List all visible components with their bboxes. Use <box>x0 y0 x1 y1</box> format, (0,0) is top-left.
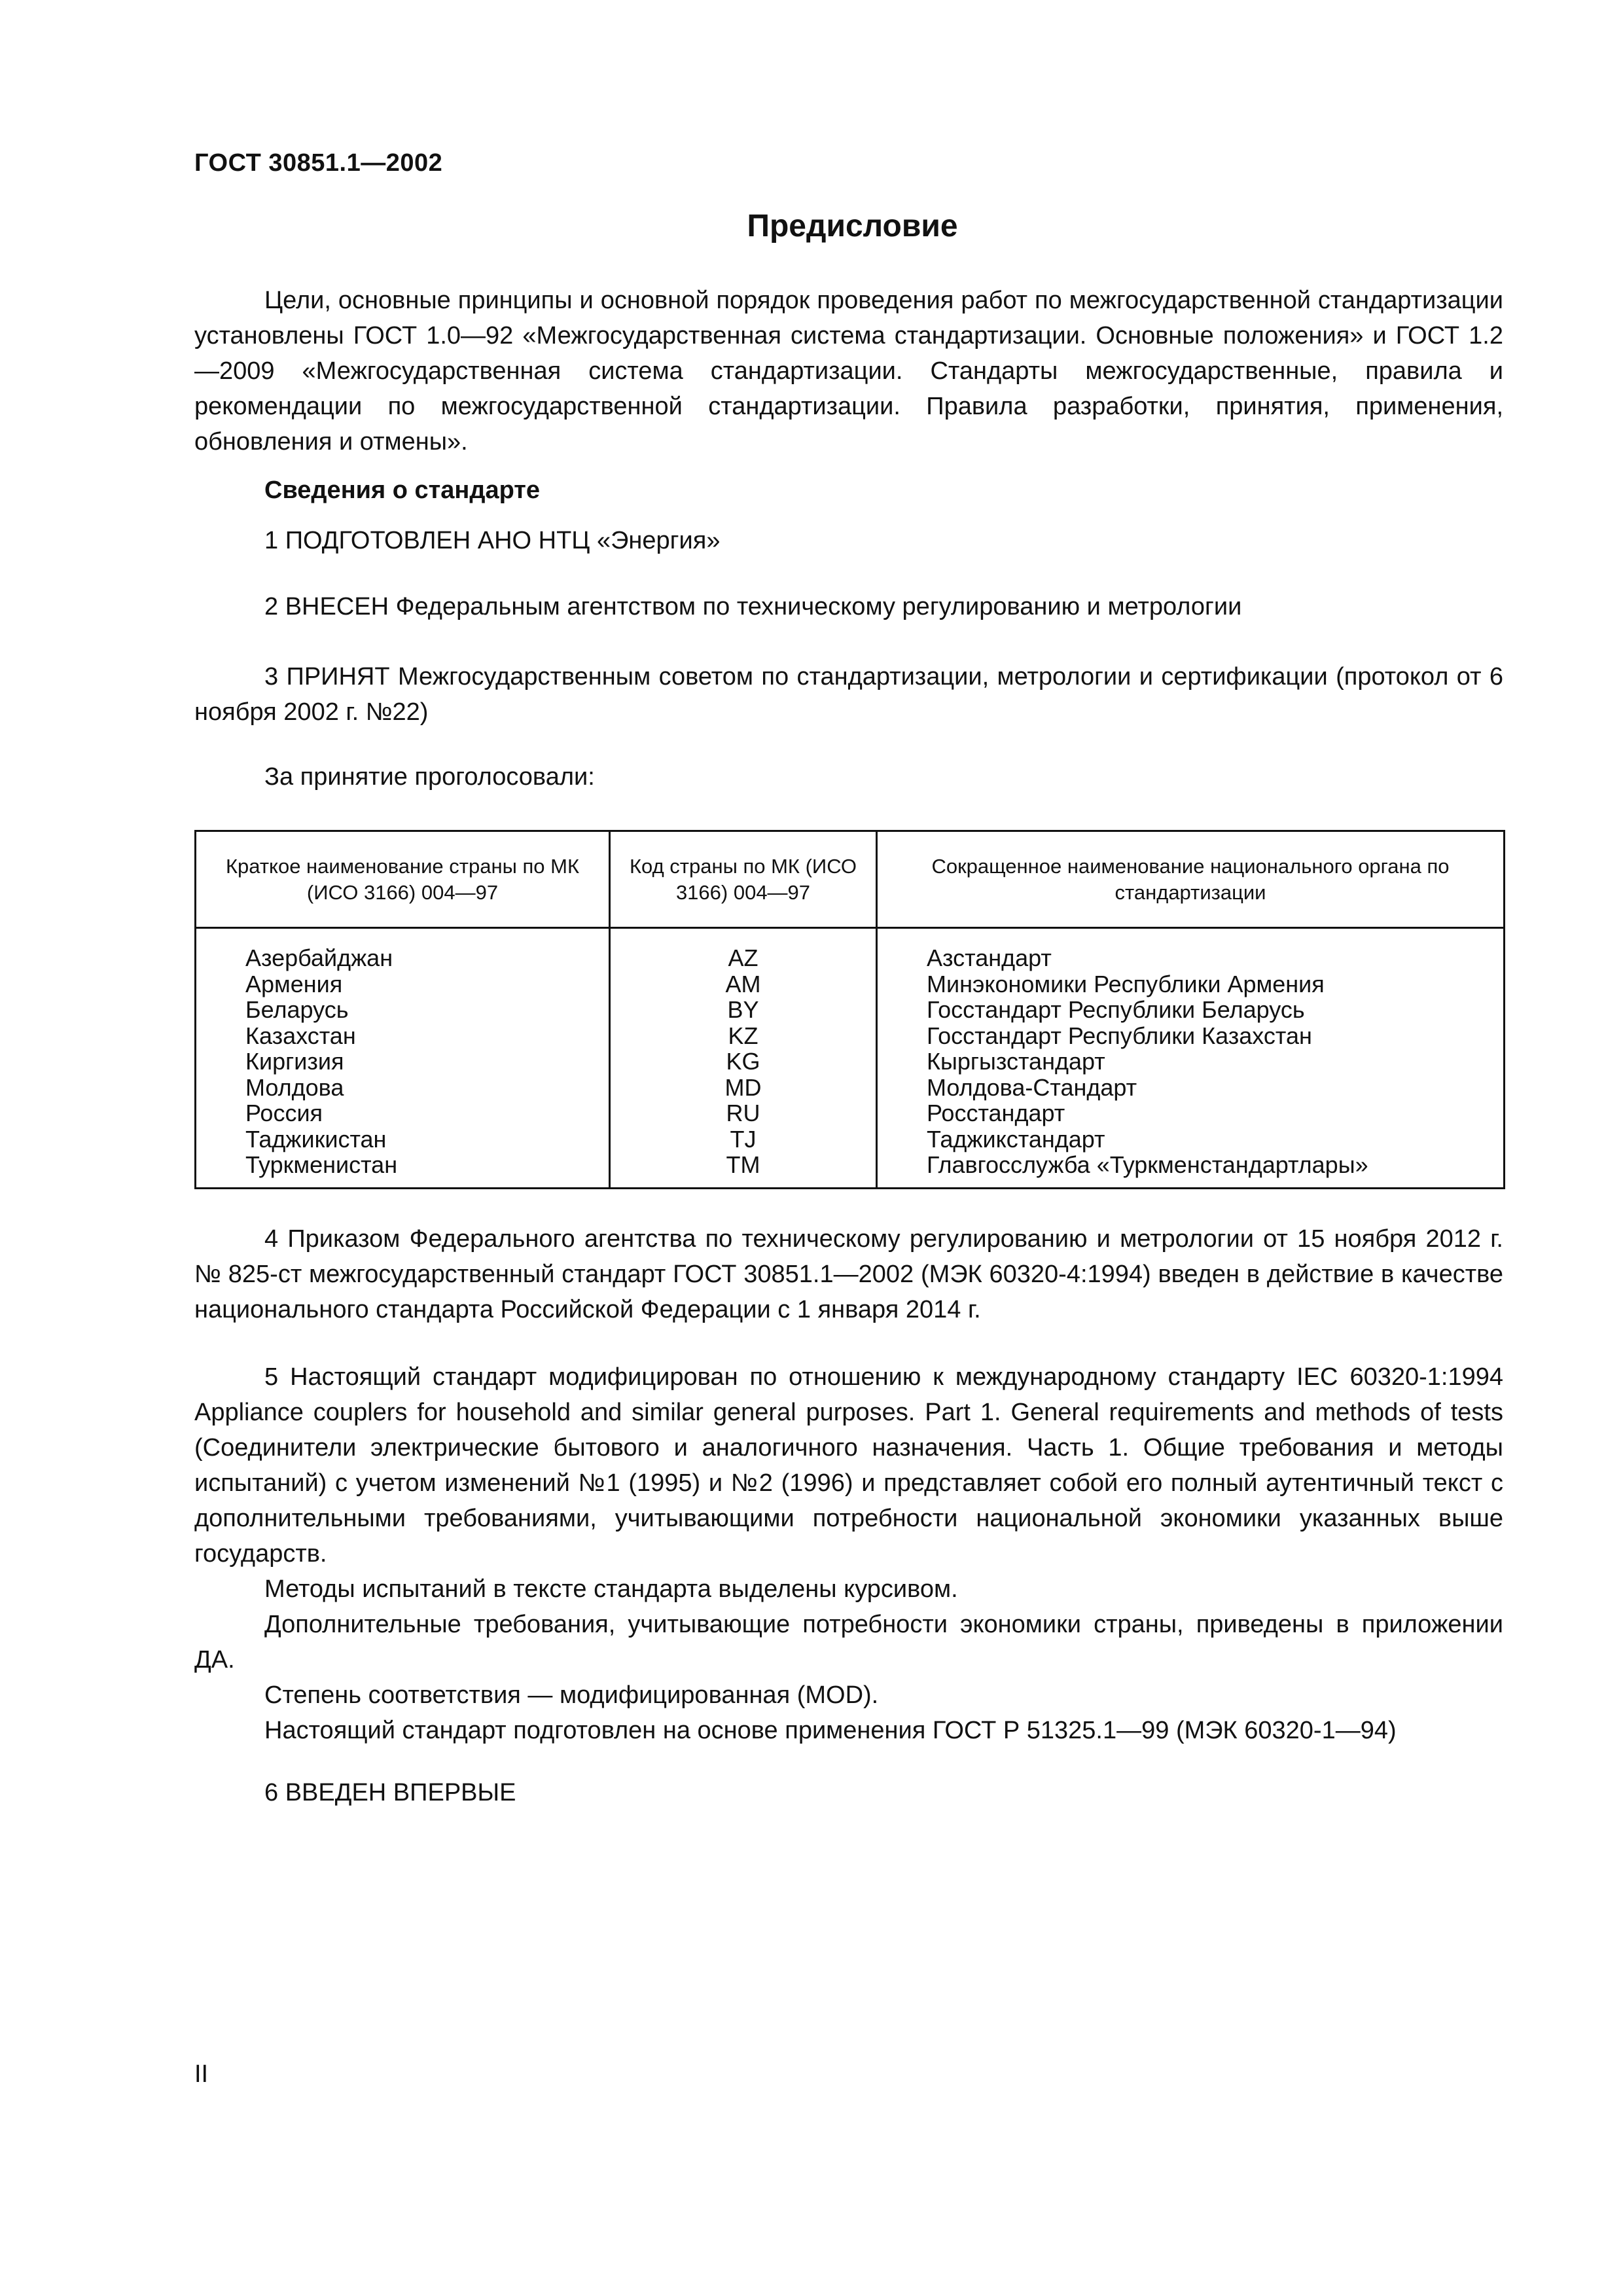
item-3: 3 ПРИНЯТ Межгосударственным советом по стандартизации, метрологии и сертификации (протокол от 6 ноября 2002 г. №22) <box>194 663 1503 726</box>
cell-body: Госстандарт Республики Казахстан <box>927 1022 1312 1049</box>
cell-code: TM <box>726 1151 760 1178</box>
cell-code: AZ <box>728 944 758 971</box>
voting-table <box>194 830 1505 1189</box>
cell-code: KZ <box>728 1022 758 1049</box>
cell-body: Минэкономики Республики Армения <box>927 970 1325 997</box>
country-column <box>196 928 610 1189</box>
item-2: 2 ВНЕСЕН Федеральным агентством по техническому регулированию и метрологии <box>264 593 1242 620</box>
cell-code: KG <box>726 1048 760 1075</box>
body-column <box>877 928 1505 1189</box>
cell-country: Беларусь <box>245 996 349 1023</box>
cell-code: RU <box>726 1100 760 1126</box>
intro-paragraph: Цели, основные принципы и основной порядок проведения работ по межгосударственной стандартизации установлены ГОСТ 1.0—92 «Межгосударственная система стандартизации. Основные положения» и ГОСТ 1.2—2009 «Межгосударственная система стандартизации. Стандарты межгосударственные, правила и рекомендации по межгосударственной стандартизации. Правила разработки, принятия, применения, обновления и отмены». <box>194 287 1503 456</box>
cell-body: Госстандарт Республики Беларусь <box>927 996 1305 1023</box>
cell-code: MD <box>724 1073 762 1101</box>
page-number: II <box>194 2060 209 2088</box>
vote-intro: За принятие проголосовали: <box>264 763 595 791</box>
page-title: Предисловие <box>747 209 958 243</box>
info-heading: Сведения о стандарте <box>264 476 541 504</box>
item-5-additional: Дополнительные требования, учитывающие потребности экономики страны, приведены в приложении ДА. <box>194 1611 1503 1674</box>
cell-body: Кыргызстандарт <box>927 1048 1105 1075</box>
item-5-degree: Степень соответствия — модифицированная (MOD). <box>264 1681 879 1709</box>
cell-country: Киргизия <box>245 1048 344 1075</box>
cell-body: Молдова-Стандарт <box>927 1073 1137 1101</box>
code-column <box>610 928 877 1189</box>
header-code: Код страны по МК (ИСО 3166) 004—97 <box>610 831 877 928</box>
cell-country: Армения <box>245 970 343 997</box>
item-5-basis: Настоящий стандарт подготовлен на основе применения ГОСТ Р 51325.1—99 (МЭК 60320-1—94) <box>264 1717 1397 1744</box>
item-1: 1 ПОДГОТОВЛЕН АНО НТЦ «Энергия» <box>264 527 721 554</box>
cell-body: Азстандарт <box>927 944 1052 971</box>
cell-body: Росстандарт <box>927 1100 1065 1126</box>
header-country: Краткое наименование страны по МК (ИСО 3166) 004—97 <box>196 831 610 928</box>
item-4: 4 Приказом Федерального агентства по техническому регулированию и метрологии от 15 ноября 2012 г. № 825-ст межгосударственный стандарт ГОСТ 30851.1—2002 (МЭК 60320-4:1994) введен в действие в качестве национального стандарта Российской Федерации с 1 января 2014 г. <box>194 1225 1503 1323</box>
item-5: 5 Настоящий стандарт модифицирован по отношению к международному стандарту IEC 60320-1:1994 Appliance couplers for household and similar general purposes. Part 1. General requirements and methods of tests (Соединители электрические бытового и аналогичного назначения. Часть 1. Общие требования и методы испытаний) с учетом изменений №1 (1995) и №2 (1996) и представляет собой его полный аутентичный текст с дополнительными требованиями, учитывающими потребности национальной экономики указанных выше государств. <box>194 1363 1503 1568</box>
cell-country: Азербайджан <box>245 944 393 971</box>
cell-body: Главгосслужба «Туркменстандартлары» <box>927 1151 1368 1178</box>
cell-country: Туркменистан <box>245 1151 398 1178</box>
cell-body: Таджикстандарт <box>927 1125 1105 1153</box>
cell-country: Молдова <box>245 1073 344 1101</box>
cell-code: TJ <box>730 1125 757 1153</box>
cell-code: BY <box>727 996 759 1023</box>
cell-country: Казахстан <box>245 1022 356 1049</box>
item-6: 6 ВВЕДЕН ВПЕРВЫЕ <box>264 1779 516 1806</box>
table-header-row <box>196 831 1505 928</box>
cell-country: Россия <box>245 1100 323 1126</box>
item-5-methods: Методы испытаний в тексте стандарта выделены курсивом. <box>264 1575 958 1603</box>
cell-country: Таджикистан <box>245 1125 387 1153</box>
table-body-row <box>196 928 1505 1189</box>
cell-code: AM <box>725 970 761 997</box>
document-header: ГОСТ 30851.1—2002 <box>194 149 443 177</box>
header-body: Сокращенное наименование национального органа по стандартизации <box>877 831 1505 928</box>
